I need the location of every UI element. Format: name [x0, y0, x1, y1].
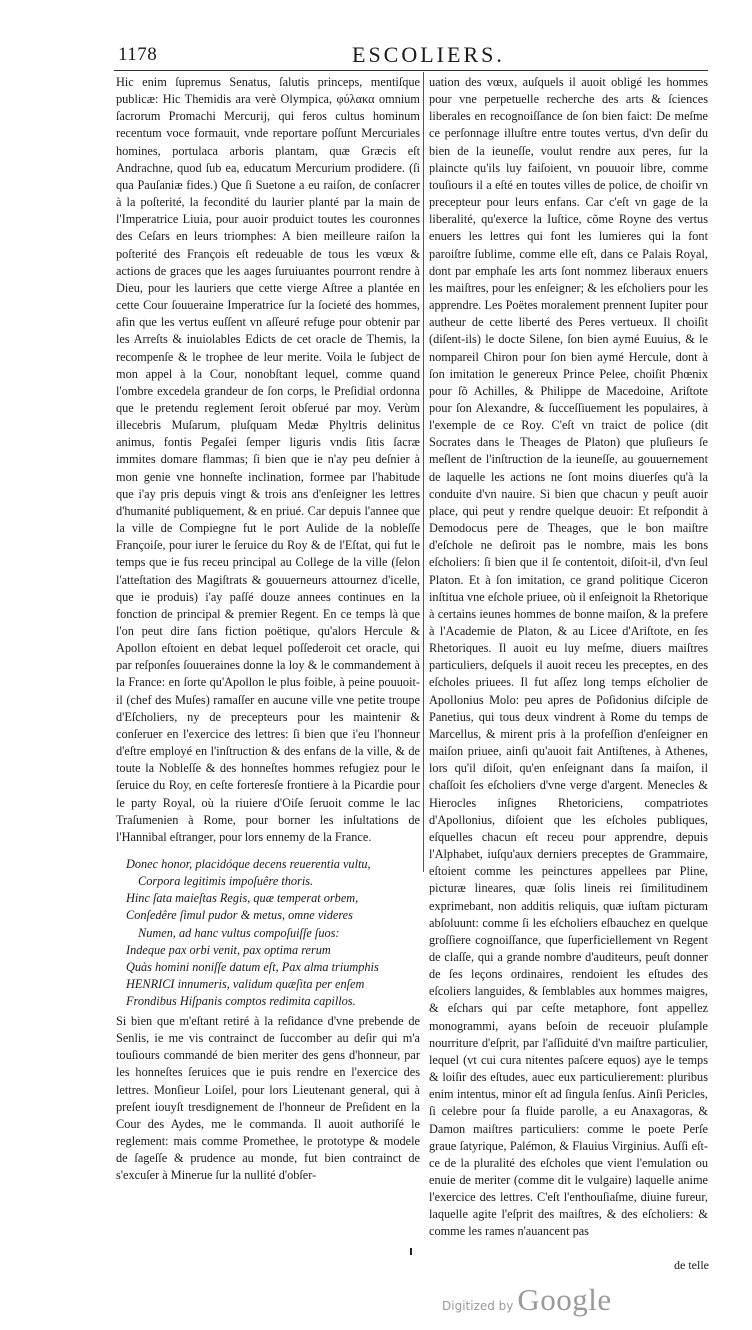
latin-poem: [126, 856, 418, 1010]
poem-line: Corpora legitimis impoſuêre thoris.: [138, 874, 314, 889]
poem-line: HENRICI innumeris, validum quæſita per enſem: [126, 977, 365, 992]
ink-mark: [410, 1248, 412, 1255]
left-column-continuation: [116, 1013, 420, 1185]
poem-line: Numen, ad hanc vultus compoſuiſſe ſuos:: [138, 925, 340, 940]
running-title: ESCOLIERS.: [352, 42, 505, 67]
poem-line: Frondibus Hiſpanis comptos redimita capillos.: [126, 994, 356, 1009]
google-logo-text: Google: [517, 1282, 612, 1317]
left-column: [116, 74, 420, 846]
column-divider: [423, 72, 424, 872]
google-watermark: [442, 1282, 612, 1318]
poem-line: Hinc ſata maieſtas Regis, quæ temperat orbem,: [126, 891, 359, 906]
poem-line: Indeque pax orbi venit, pax optima rerum: [126, 942, 331, 957]
watermark-prefix: Digitized by: [442, 1299, 514, 1313]
poem-line: Conſedêre ſimul pudor & metus, omne videres: [126, 908, 353, 923]
right-column-text: uation des vœux, auſquels il auoit obligé les hommes pour vne perpetuelle recherche des arts & ſciences liberales en recognoiſſance de ſon bien faict: De meſme ce perſonnage illuſtre entre toutes vertus, d'vn deſir du bien de la ieuneſſe, voulut rendre aux peres, ſur la plaincte qu'ils luy faiſoient, vn pouuoir libre, comme touſiours il a eſté en toutes villes de police, de choiſir vn precepteur pour leurs enfans. Car c'eſt vn gage de la liberalité, qu'exerce la Iuſtice, cõme Royne des vertus enuers les lettres qui font les lumieres qui la font paroiſtre ſublime, comme elle eſt, dans ce Palais Royal, dont par emphaſe les arts ſont nommez liberaux enuers les maiſtres, pour les enſeigner; & les eſcholiers pour les apprendre. Les Poëtes moralement prennent Iupiter pour autheur de cette liberté des Peres vertueux. Il choiſit (diſent-ils) le docte Silene, ſon bien aymé Euuius, & le nompareil Chiron pour ſon bien aymé Hercule, dont à ſon imitation le genereux Prince Pelee, choiſit Phœnix pour ſõ Achilles, & Philippe de Macedoine, Ariſtote pour ſon Alexandre, & ſucceſſiuement les populaires, à l'exemple de ce Roy. C'eſt vn traict de police (dit Socrates dans le Theages de Platon) que pluſieurs ſe meſlent de l'inſtruction de la ieuneſſe, au gouuernement de laquelle les actions ne ſont moins diuerſes qu'à la conduite d'vn nauire. Si bien que chacun y peuſt auoir place, qui peut y rendre quelque deuoir: Et reſpondit à Demodocus pere de Theages, que le bon maiſtre d'eſchole ne deſiroit pas le nombre, mais les bons eſcholiers: ſi bien que il ſe contentoit, diſoit-il, d'vn ſeul Platon. Et à ſon imitation, ce grand politique Ciceron inſtitua vne eſchole priuee, où il enſeignoit la Rhetorique à certains ieunes hommes de bonne maiſon, & la prefere à l'Academie de Platon, & au Licee d'Ariſtote, en ſes Rhetoriques. Il auoit eu luy meſme, diuers maiſtres particuliers, deſquels il auoit receu les preceptes, en des eſcholes priuees. Il fut aſſez long temps eſcholier de Apollonius Molo: peu apres de Poſidonius diſciple de Panetius, qui tous deux vindrent à Rome du temps de Marcellus, & mirent pris à la profeſſion d'enſeigner en maiſon priuee, ainſi qu'auoit fait Antiſtenes, à Athenes, lors qu'il diſoit, qu'en enſeignant dans ſa maiſon, il chaſſoit ſes eſcholiers d'vne verge d'argent. Menecles & Hierocles inſignes Rhetoriciens, compatriotes d'Apollonius, diſoient que les eſcholes publiques, eſquelles chacun eſt receu pour apprendre, depuis l'Alphabet, iuſqu'aux derniers preceptes de Grammaire, eſtoient comme les peinctures appellees par Pline, picturæ lineares, quæ ſolis lineis rei ſimilitudinem exprimebant, non additis reliquis, quæ iuſtam picturam abſoluunt: comme ſi les eſcholiers eſbauchez en quelque groſſiere cognoiſſance, que ſuperficiellement vn Regent de claſſe, qui a grande nombre d'auditeurs, peuſt donner de ſes leçons ordinaires, rendoient les eſtudes des eſcoliers languides, & ſemblables aux hommes maigres, & eſchars qui par ceſte metaphore, font appellez monogrammi, ayans beſoin de receuoir pluſample nourriture d'eſprit, par l'aſſiduité d'vn maiſtre particulier, lequel (vt cui cura nitentes paſcere equos) aye le temps & loiſir des eſtudes, auec eux particulierement: pluribus enim intentus, minor eſt ad ſingula ſenſus. Ainſi Pericles, ſi celebre pour ſa fluide parolle, a eu Anaxagoras, & Damon maiſtres particuliers: comme le poete Perſe graue ſatyrique, Palémon, & Flauius Virginius. Auſſi eſt-ce de la pluralité des eſcholes que vient l'emulation ou enuie de meriter (comme dit le vulgaire) laquelle anime l'exercice des lettres. C'eſt l'enthouſiaſme, diuine fureur, laquelle agite l'eſprit des maiſtres, & des eſcholiers: & comme les rames n'auancent pas: [429, 75, 708, 1239]
header-rule: [114, 70, 708, 71]
left-bottom-text: Si bien que m'eſtant retiré à la reſidance d'vne prebende de Senlis, ie me vis contrainct de ſuccomber au deſir qui m'a touſiours commandé de bien meriter des gens d'honneur, par les honneſtes ſeruices que ie puis rendre en l'exercice des lettres. Monſieur Loiſel, pour lors Lieutenant general, qui à preſent iouyſt tresdignement de l'honneur de Preſident en la Cour des Aydes, me le commanda. Il auoit authoriſé le reglement: mais comme Promethee, le prototype & modele de ſageſſe & prudence au monde, fut bien contrainct de s'excuſer à Minerue ſur la nullité d'obſer-: [116, 1014, 420, 1183]
catchword: de telle: [674, 1258, 709, 1272]
right-column: [429, 74, 708, 1241]
left-column-text: Hic enim ſupremus Senatus, ſalutis princeps, mentiſque publicæ: Hic Themidis ara verè Olympica, φύλακα omnium ſacrorum Promachi Mercurij, qui feros cultus hominum recentum voce formauit, vnde reportare poſſunt Mercuriales homines, portulaca arboris plantam, quæ Græcis eſt Andrachne, quod ſub ea, educatum Mercurium prodidere. (ſi qua Pauſaniæ fides.) Que ſi Suetone a eu raiſon, de conſacrer à la poſterité, la fecondité du laurier planté par la main de l'Imperatrice Liuia, pour auoir produict toutes les couronnes des Ceſars en leurs triomphes: A bien meilleure raiſon la poſterité des François eſt redeuable de tous les vœux & actions de graces que les aages ſuruiuantes pourront rendre à Dieu, pour les lauriers que cette vierge Aſtree a plantée en cette Cour ſouueraine Imperatrice ſur la ſocieté des hommes, afin que les vertus euſſent vn aſſeuré refuge pour obtenir par les Arreſts & inuiolables Edicts de cet oracle de Themis, la recompenſe & le trophee de leur merite. Voila le ſubject de mon appel à la Cour, nonobſtant lequel, comme quand l'ombre excedela grandeur de ſon corps, le Preſidial ordonna que le pretendu reglement ſeroit obſerué par moy. Verùm illecebris Muſarum, pluſquam Medæ Phyltris delinitus animus, fontis Pegaſei ſemper liguris vndis ſitis ſacræ immites domare flammas; ſi bien que ie n'ay peu deſnier à mon genie vne honneſte inclination, formee par l'habitude que i'ay pris depuis vingt & trois ans d'enſeigner les lettres d'humanité publiquement, & en priué. Car depuis l'annee que la ville de Compiegne fut le port Aulide de la nobleſſe Françoiſe, pour iurer le ſeruice du Roy & de l'Eſtat, qui fut le temps que ie fus receu principal au College de la ville (ſelon l'atteſtation des Magiſtrats & gouuerneurs attournez d'icelle, que ie produis) i'ay paſſé douze annees continues en la fonction de principal & premier Regent. En ce temps là que l'on peut dire ſans fiction poëtique, qu'alors Hercule & Apollon eſtoient en debat lequel poſſederoit cet oracle, qui par reſponſes ſouueraines donne la loy & le commandement à la France: en ſorte qu'Apollon le plus foible, à peine pouuoit-il (chef des Muſes) ramaſſer en aucune ville vne petite troupe d'Eſcholiers, ny de precepteurs pour les maintenir & conſeruer en l'exercice des lettres: ſi bien que i'eu l'honneur d'eſtre employé en l'inſtruction & des enfans de la ville, & de toute la Nobleſſe & des honneſtes hommes refugiez pour le ſeruice du Roy, en ceſte forteresſe frontiere à la Picardie pour le party Royal, où la riuiere d'Oiſe ſeruoit comme le lac Traſumenien à Rome, pour borner les inſultations de l'Hannibal eſtranger, pour lors ennemy de la France.: [116, 75, 420, 844]
poem-line: Quàs homini noniſſe datum eſt, Pax alma triumphis: [126, 959, 379, 974]
page-number: 1178: [118, 44, 158, 65]
poem-line: Donec honor, placidóque decens reuerentia vultu,: [126, 857, 371, 871]
